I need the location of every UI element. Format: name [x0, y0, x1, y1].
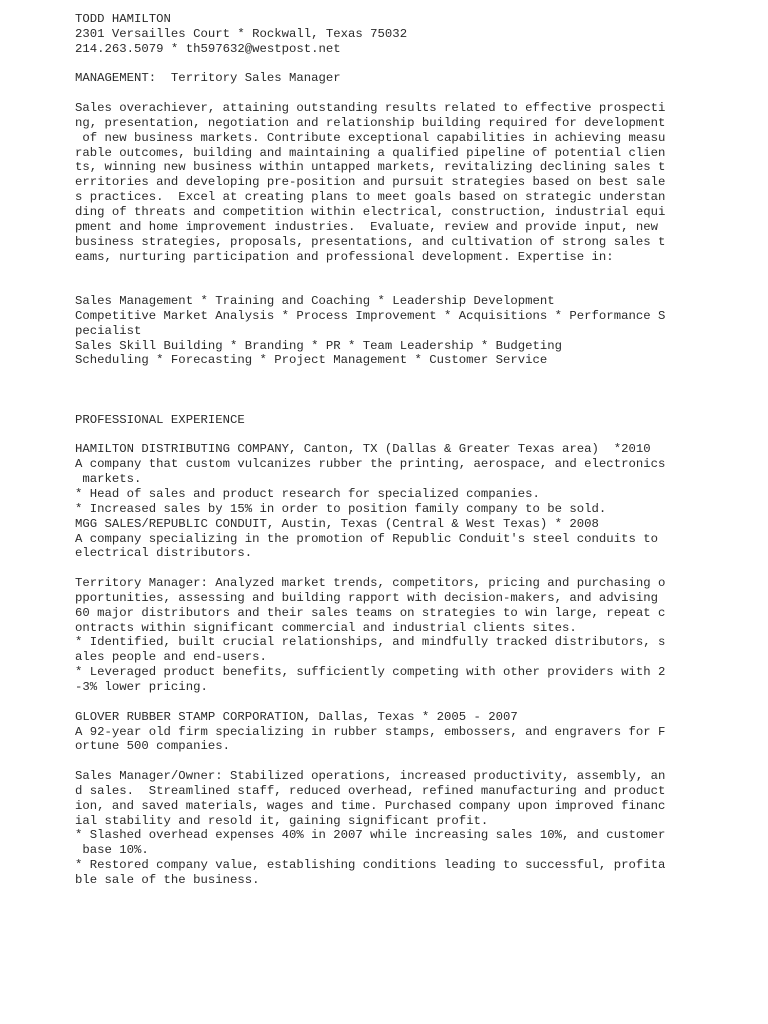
experience-entry-hamilton-mgg: [75, 442, 675, 561]
experience-line: * Slashed overhead expenses 40% in 2007 while increasing sales 10%, and customer: [75, 828, 666, 843]
spacer: [75, 368, 675, 383]
skills-line: Sales Management * Training and Coaching * Leadership Development: [75, 294, 555, 309]
experience-line: ion, and saved materials, wages and time. Purchased company upon improved financ: [75, 798, 666, 813]
experience-line: ial stability and resold it, gaining significant profit.: [75, 813, 489, 828]
experience-line: ontracts within significant commercial and industrial clients sites.: [75, 620, 577, 635]
objective-line: MANAGEMENT: Territory Sales Manager: [75, 71, 341, 86]
summary-line: rable outcomes, building and maintaining a qualified pipeline of potential clien: [75, 145, 666, 160]
skills-list: [75, 294, 675, 368]
experience-line: d sales. Streamlined staff, reduced overhead, refined manufacturing and product: [75, 783, 666, 798]
experience-line: base 10%.: [75, 843, 149, 858]
experience-line: -3% lower pricing.: [75, 679, 208, 694]
summary-line: ng, presentation, negotiation and relationship building required for development: [75, 115, 666, 130]
resume-document: [75, 12, 675, 888]
summary-line: eams, nurturing participation and professional development. Expertise in:: [75, 249, 614, 264]
summary-line: business strategies, proposals, presentations, and cultivation of strong sales t: [75, 234, 666, 249]
candidate-address: 2301 Versailles Court * Rockwall, Texas 75032: [75, 26, 408, 41]
summary-line: ts, winning new business within untapped markets, revitalizing declining sales t: [75, 160, 666, 175]
experience-line: ales people and end-users.: [75, 650, 267, 665]
spacer: [75, 754, 675, 769]
summary-line: of new business markets. Contribute exceptional capabilities in achieving measu: [75, 130, 666, 145]
spacer: [75, 428, 675, 443]
skills-line: Scheduling * Forecasting * Project Management * Customer Service: [75, 353, 548, 368]
spacer: [75, 264, 675, 279]
summary-line: Sales overachiever, attaining outstanding results related to effective prospecti: [75, 101, 666, 116]
experience-line: markets.: [75, 472, 142, 487]
experience-line: A 92-year old firm specializing in rubber stamps, embossers, and engravers for F: [75, 724, 666, 739]
spacer: [75, 383, 675, 398]
spacer: [75, 398, 675, 413]
experience-line: ortune 500 companies.: [75, 739, 230, 754]
spacer: [75, 561, 675, 576]
experience-line: * Leveraged product benefits, sufficiently competing with other providers with 2: [75, 665, 666, 680]
experience-line: ble sale of the business.: [75, 872, 260, 887]
experience-line: 60 major distributors and their sales teams on strategies to win large, repeat c: [75, 605, 666, 620]
summary-line: ding of threats and competition within electrical, construction, industrial equi: [75, 204, 666, 219]
experience-line: MGG SALES/REPUBLIC CONDUIT, Austin, Texas (Central & West Texas) * 2008: [75, 516, 599, 531]
experience-line: GLOVER RUBBER STAMP CORPORATION, Dallas, Texas * 2005 - 2007: [75, 709, 518, 724]
summary-line: s practices. Excel at creating plans to meet goals based on strategic understan: [75, 190, 666, 205]
experience-entry-sales-manager-owner: [75, 769, 675, 888]
experience-line: * Increased sales by 15% in order to position family company to be sold.: [75, 501, 607, 516]
experience-line: * Head of sales and product research for specialized companies.: [75, 487, 540, 501]
experience-line: A company that custom vulcanizes rubber the printing, aerospace, and electronics: [75, 457, 666, 472]
summary-line: erritories and developing pre-position and pursuit strategies based on best sale: [75, 175, 666, 190]
skills-line: Competitive Market Analysis * Process Improvement * Acquisitions * Performance S: [75, 308, 666, 323]
spacer: [75, 279, 675, 294]
summary-line: pment and home improvement industries. Evaluate, review and provide input, new: [75, 219, 658, 234]
spacer: [75, 86, 675, 101]
experience-line: HAMILTON DISTRIBUTING COMPANY, Canton, TX (Dallas & Greater Texas area) *2010: [75, 442, 651, 457]
skills-line: pecialist: [75, 323, 142, 338]
experience-line: * Restored company value, establishing conditions leading to successful, profita: [75, 858, 666, 873]
experience-line: A company specializing in the promotion of Republic Conduit's steel conduits to: [75, 531, 658, 546]
spacer: [75, 695, 675, 710]
experience-line: Sales Manager/Owner: Stabilized operations, increased productivity, assembly, an: [75, 769, 666, 784]
candidate-name: TODD HAMILTON: [75, 12, 171, 26]
experience-line: * Identified, built crucial relationships, and mindfully tracked distributors, s: [75, 635, 666, 650]
experience-line: Territory Manager: Analyzed market trends, competitors, pricing and purchasing o: [75, 576, 666, 591]
skills-line: Sales Skill Building * Branding * PR * Team Leadership * Budgeting: [75, 338, 563, 353]
candidate-contact: 214.263.5079 * th597632@westpost.net: [75, 41, 341, 56]
section-heading-experience: PROFESSIONAL EXPERIENCE: [75, 412, 245, 427]
experience-line: electrical distributors.: [75, 546, 253, 561]
experience-entry-territory-manager: [75, 576, 675, 695]
spacer: [75, 57, 675, 72]
experience-entry-glover: [75, 710, 675, 755]
summary-paragraph: [75, 101, 675, 264]
experience-line: pportunities, assessing and building rapport with decision-makers, and advising: [75, 590, 658, 605]
